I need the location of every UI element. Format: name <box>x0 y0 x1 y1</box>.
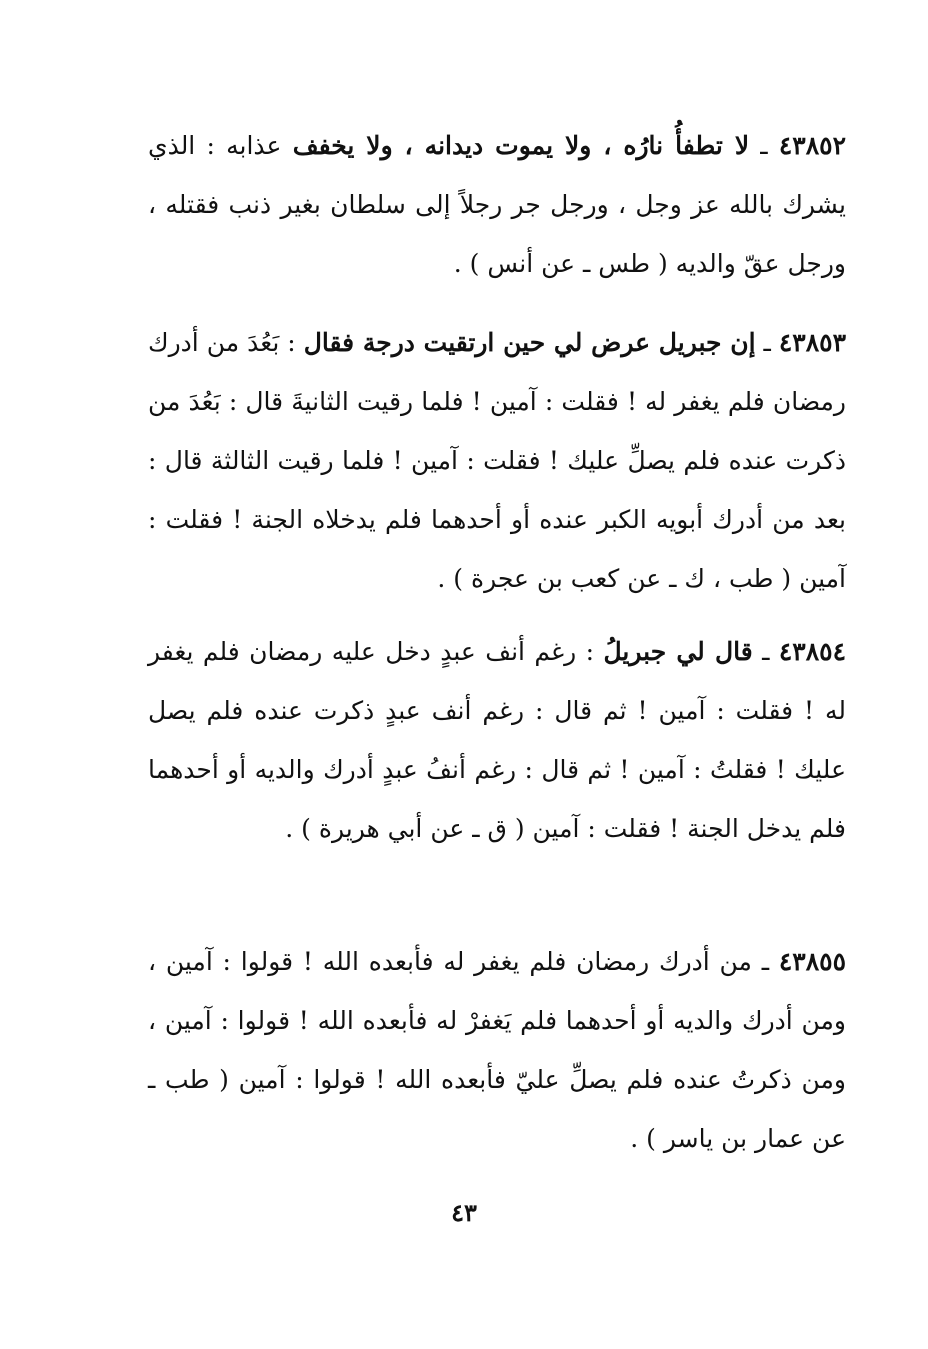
hadith-separator: ـ <box>752 637 779 666</box>
hadith-separator: ـ <box>751 947 779 976</box>
hadith-lead: قال لي جبريلُ <box>603 637 753 666</box>
hadith-separator: ـ <box>755 328 779 357</box>
hadith-number: ٤٣٨٥٥ <box>778 947 846 976</box>
hadith-text: من أدرك رمضان فلم يغفر له فأبعده الله ! قولوا : آمين ، ومن أدرك والديه أو أحدهما فلم يَغفرْ له فأبعده الله ! قولوا : آمين ، ومن ذكرتُ عنده فلم يصلِّ عليّ فأبعده الله ! قولوا : آمين ( طب ـ عن عمار بن ياسر ) . <box>148 947 846 1153</box>
hadith-text: : بَعُدَ من أدرك رمضان فلم يغفر له ! فقلت : آمين ! فلما رقيت الثانيةَ قال : بَعُدَ من ذكرت عنده فلم يصلِّ عليك ! فقلت : آمين ! فلما رقيت الثالثة قال : بعد من أدرك أبويه الكبر عنده أو أحدهما فلم يدخلاه الجنة ! فقلت : آمين ( طب ، ك ـ عن كعب بن عجرة ) . <box>148 328 846 593</box>
hadith-text: : رغم أنف عبدٍ دخل عليه رمضان فلم يغفر له ! فقلت : آمين ! ثم قال : رغم أنف عبدٍ ذكرت عنده فلم يصل عليك ! فقلتُ : آمين ! ثم قال : رغم أنفُ عبدٍ أدرك والديه أو أحدهما فلم يدخل الجنة ! فقلت : آمين ( ق ـ عن أبي هريرة ) . <box>148 637 846 843</box>
hadith-lead: إن جبريل عرض لي حين ارتقيت درجة فقال <box>303 328 756 357</box>
hadith-number: ٤٣٨٥٣ <box>778 328 846 357</box>
hadith-paragraph <box>148 932 846 1168</box>
hadith-number: ٤٣٨٥٢ <box>778 131 846 160</box>
hadith-text: عذابه : الذي يشرك بالله عز وجل ، ورجل جر رجلاً إلى سلطان بغير ذنب فقتله ، ورجل عقّ والديه ( طس ـ عن أنس ) . <box>148 131 846 278</box>
hadith-paragraph <box>148 622 846 858</box>
hadith-paragraph <box>148 116 846 293</box>
hadith-separator: ـ <box>749 131 779 160</box>
hadith-number: ٤٣٨٥٤ <box>778 637 847 666</box>
hadith-lead: لا تطفأُ نارُه ، ولا يموت ديدانه ، ولا يخفف <box>292 131 750 160</box>
page-number: ٤٣ <box>451 1198 477 1227</box>
hadith-paragraph <box>148 313 846 608</box>
